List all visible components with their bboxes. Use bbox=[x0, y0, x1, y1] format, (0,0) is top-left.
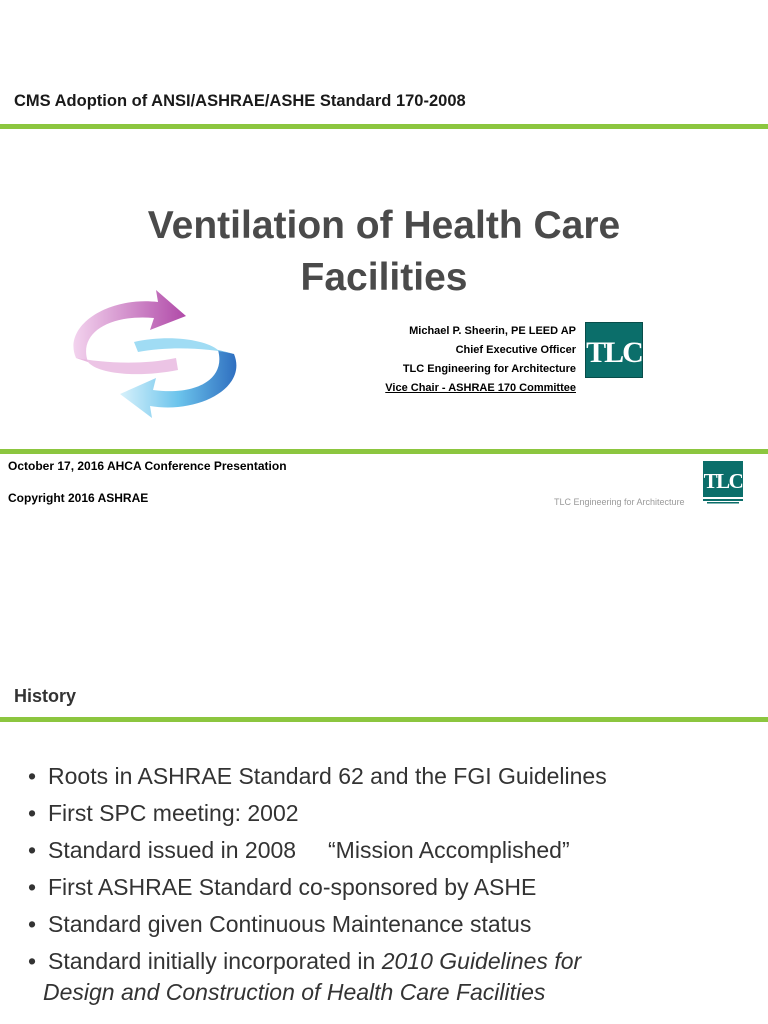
footer-copyright: Copyright 2016 ASHRAE bbox=[8, 491, 149, 505]
tlc-small-logo-text: TLC bbox=[703, 469, 743, 493]
history-bullet-list bbox=[26, 758, 746, 1008]
footer-brand: TLC Engineering for Architecture bbox=[554, 497, 685, 507]
cycle-arrows-icon bbox=[58, 278, 250, 426]
list-item: • Roots in ASHRAE Standard 62 and the FGI Guidelines bbox=[28, 763, 607, 789]
list-item: • Standard initially incorporated in 2010 Guidelines for Design and Construction of Health Care Facilities bbox=[28, 948, 582, 1005]
history-divider bbox=[0, 717, 768, 722]
header-divider bbox=[0, 124, 768, 129]
title-line-1: Ventilation of Health Care bbox=[147, 204, 621, 247]
tlc-logo-text: TLC bbox=[586, 336, 642, 369]
slide1-header: CMS Adoption of ANSI/ASHRAE/ASHE Standard 170-2008 bbox=[14, 92, 466, 110]
presenter-name: Michael P. Sheerin, PE LEED AP bbox=[409, 325, 576, 337]
list-item: • First SPC meeting: 2002 bbox=[28, 800, 299, 826]
footer-date: October 17, 2016 AHCA Conference Presentation bbox=[8, 459, 287, 473]
list-item: • Standard issued in 2008 “Mission Accomplished” bbox=[28, 837, 570, 863]
presenter-role: Chief Executive Officer bbox=[455, 344, 576, 356]
title-line-2: Facilities bbox=[300, 256, 468, 299]
presenter-info bbox=[385, 322, 576, 398]
tlc-small-logo-icon bbox=[703, 461, 743, 505]
tlc-logo-icon bbox=[585, 322, 643, 378]
presenter-company: TLC Engineering for Architecture bbox=[402, 363, 576, 375]
list-item: • First ASHRAE Standard co-sponsored by ASHE bbox=[28, 874, 537, 900]
slide-divider bbox=[0, 449, 768, 454]
presenter-committee: Vice Chair - ASHRAE 170 Committee bbox=[385, 382, 576, 394]
list-item: • Standard given Continuous Maintenance status bbox=[28, 911, 532, 937]
slide2-header: History bbox=[14, 686, 77, 706]
